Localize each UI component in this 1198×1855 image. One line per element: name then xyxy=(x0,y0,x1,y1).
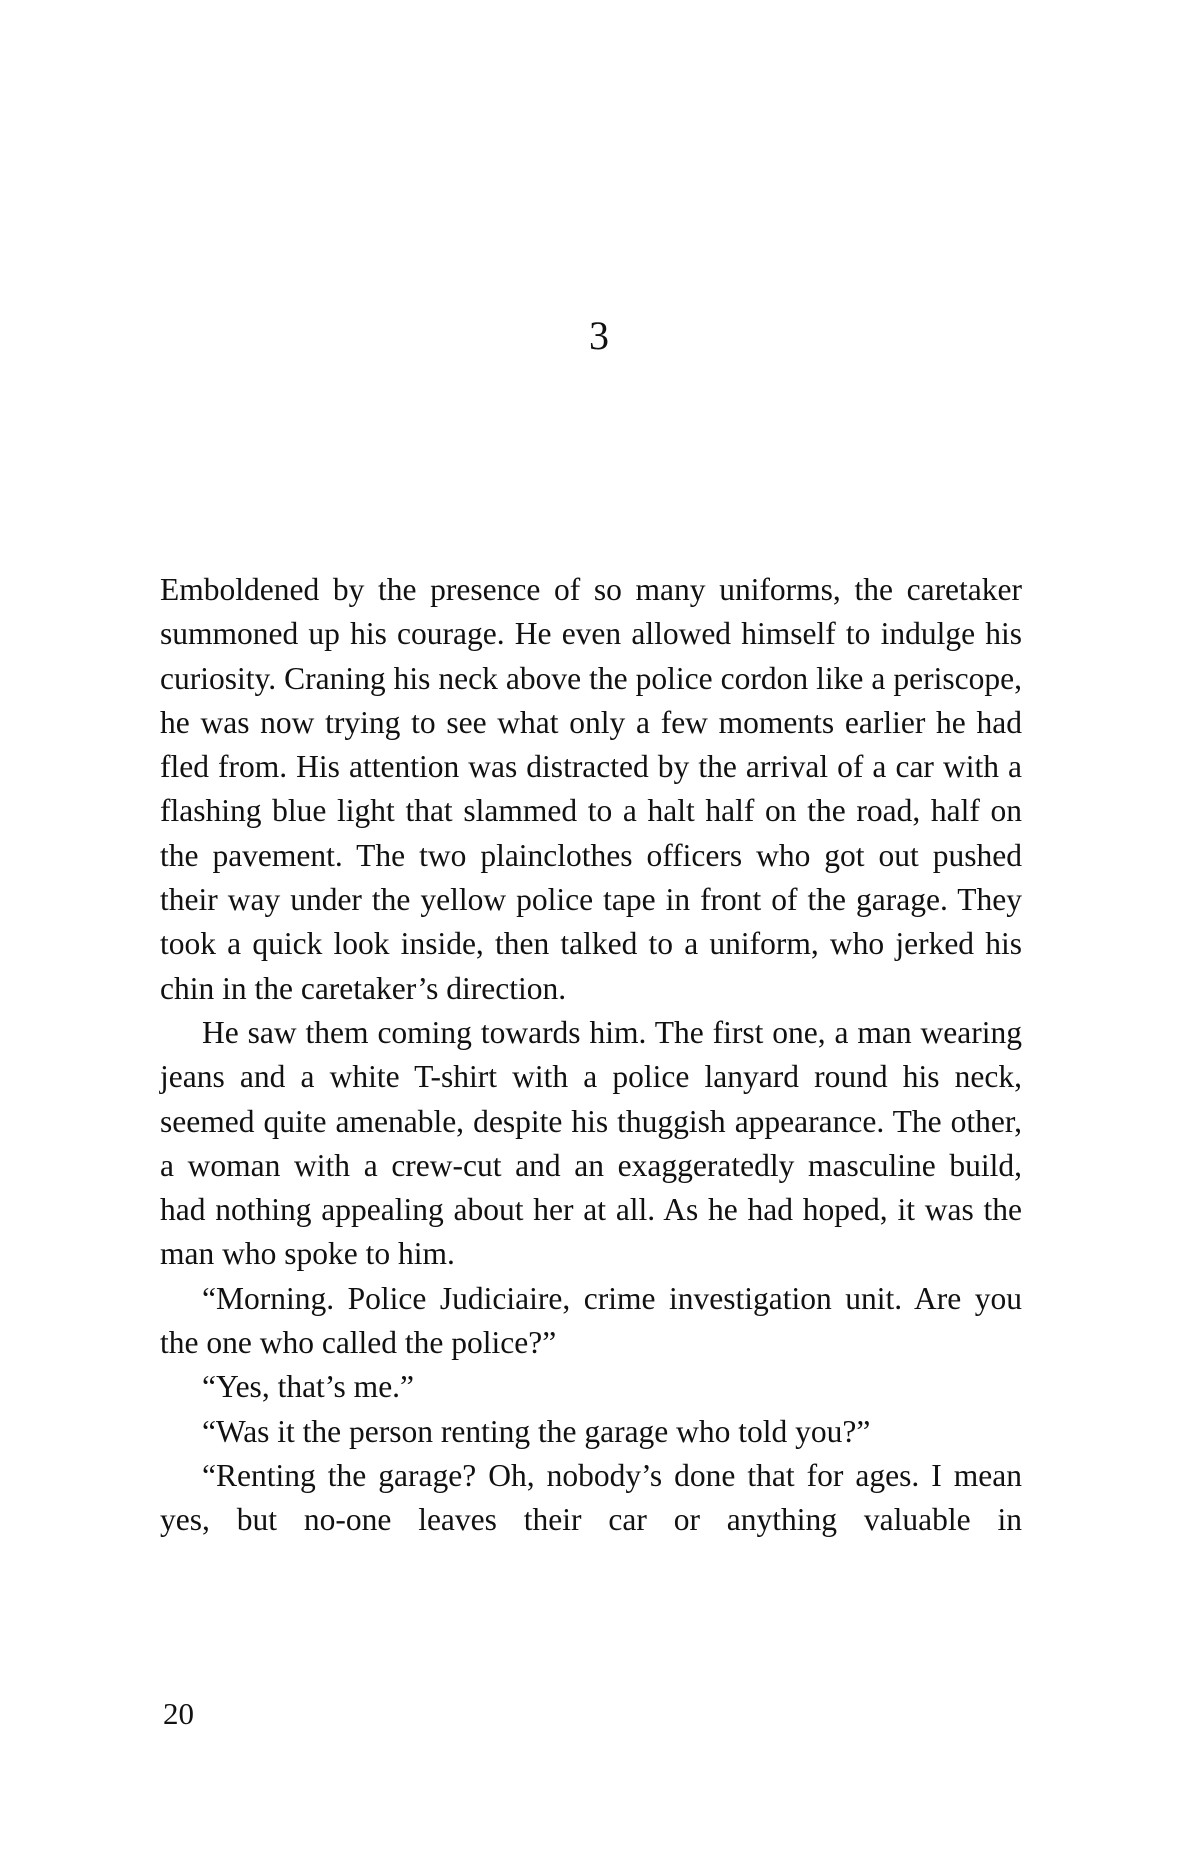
page-number: 20 xyxy=(163,1696,194,1731)
paragraph: “Renting the garage? Oh, nobody’s done that for ages. I mean yes, but no-one leaves their car or anything valuable in xyxy=(160,1457,1022,1538)
chapter-number: 3 xyxy=(589,313,609,358)
paragraph: He saw them coming towards him. The first one, a man wearing jeans and a white T-shirt with a police lanyard round his neck, seemed quite amenable, despite his thuggish appearance. The other, a woman with a crew-cut and an exaggeratedly masculine build, had nothing appealing about her at all. As he had hoped, it was the man who spoke to him. xyxy=(160,1014,1022,1272)
paragraph: Emboldened by the presence of so many uniforms, the caretaker summoned up his courage. He even allowed himself to indulge his curiosity. Craning his neck above the police cordon like a periscope, he was now trying to see what only a few moments earlier he had fled from. His attention was distracted by the arrival of a car with a flashing blue light that slammed to a halt half on the road, half on the pavement. The two plainclothes officers who got out pushed their way under the yellow police tape in front of the garage. They took a quick look inside, then talked to a uniform, who jerked his chin in the caretaker’s direction. xyxy=(160,572,1022,1006)
paragraph: “Morning. Police Judiciaire, crime investigation unit. Are you the one who called the police?” xyxy=(160,1280,1022,1361)
paragraph: “Was it the person renting the garage who told you?” xyxy=(202,1413,871,1449)
body-text xyxy=(160,568,1022,1543)
paragraph: “Yes, that’s me.” xyxy=(202,1369,415,1405)
